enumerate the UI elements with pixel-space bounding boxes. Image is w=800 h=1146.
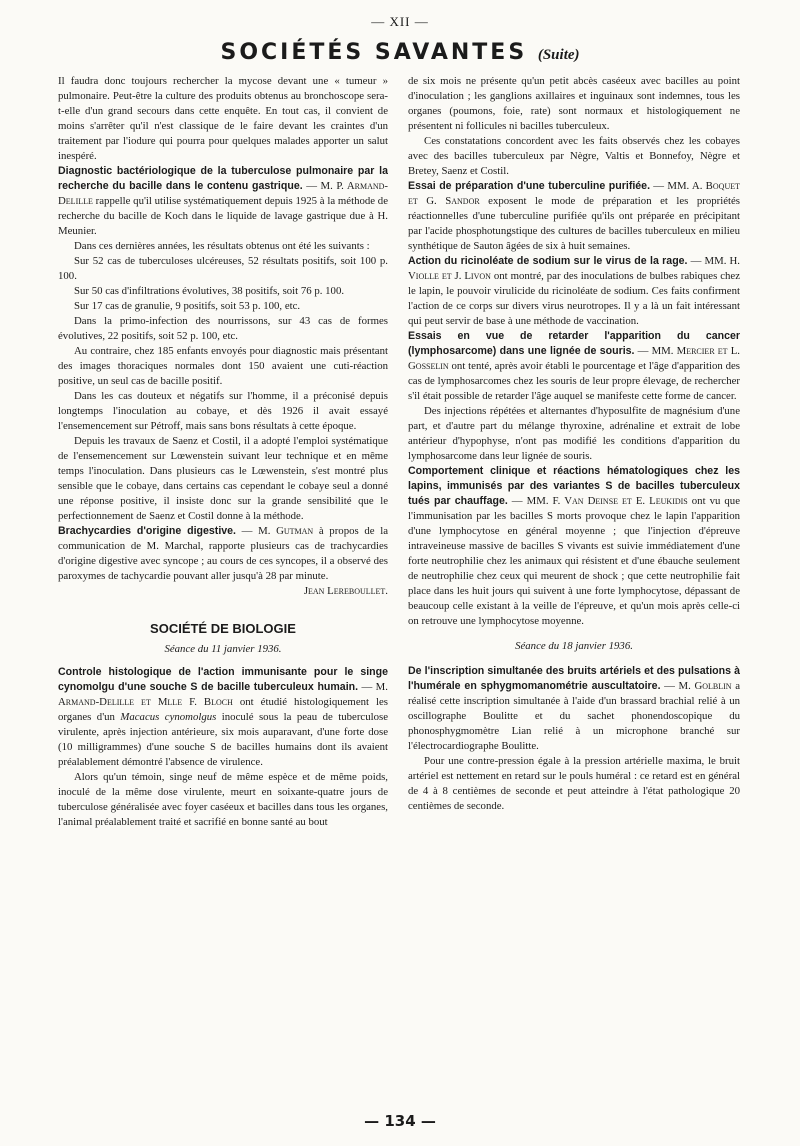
communication [408, 464, 740, 629]
paragraph: Sur 17 cas de granulie, 9 positifs, soit 53 p. 100, etc. [74, 300, 301, 312]
author: — M. Armand-Delille et Mlle F. Bloch [58, 681, 388, 708]
communication [408, 329, 740, 404]
page-title [0, 40, 800, 65]
communication-text: a réalisé cette inscription simultanée à l'aide d'un brassard brachial relié à un oscillographe Boulitte et du sachet phonendoscopique du phonosphygmomètre Lian relié à un microphone branché sur l'électrocardiographe Boulitte. [408, 680, 740, 752]
paragraph: Dans les cas douteux et négatifs sur l'homme, il a préconisé depuis longtemps l'inoculation au cobaye, et dès 1926 il avait essayé l'ensemencement sur Pétroff, mais sans bons résultats à cette époque. [58, 390, 388, 432]
communication-title: Controle histologique de l'action immunisante pour le singe cynomolgu d'une souche S de bacille tuberculeux humain. [58, 666, 388, 693]
paragraph: Ces constatations concordent avec les faits observés chez les cobayes avec des bacilles tuberculeux par Nègre, Valtis et Bonnefoy, Nègre et Bretey, Saenz et Costil. [408, 135, 740, 177]
communication-text: ont montré, par des inoculations de bulbes rabiques chez le lapin, le pouvoir virulicide du ricinoléate de sodium. Ces faits confirment l'action de ce corps sur divers virus neurotropes. Il y a là un fait intéressant qui peut servir de base à une méthode de vaccination. [408, 270, 740, 327]
communication-title: Action du ricinoléate de sodium sur le virus de la rage. [408, 255, 688, 267]
communication-title: Comportement clinique et réactions hématologiques chez les lapins, immunisés par des variantes S de bacilles tuberculeux tués par chauffage. [408, 465, 740, 507]
right-column [408, 74, 740, 1104]
species-name: Macacus cynomolgus [120, 711, 217, 723]
page-number: — 134 — [364, 1112, 436, 1130]
session-date: Séance du 18 janvier 1936. [515, 640, 633, 652]
paragraph: Pour une contre-pression égale à la pression artérielle maxima, le bruit artériel est nettement en retard sur le pouls huméral : ce retard est en général de 4 à 8 centièmes de seconde et peut atteindre à l'état pathologique 20 centièmes de seconde. [408, 755, 740, 812]
paragraph: Dans la primo-infection des nourrissons, sur 43 cas de formes évolutives, 22 positifs, soit 52 p. 100, etc. [58, 315, 388, 342]
paragraph: Dans ces dernières années, les résultats obtenus ont été les suivants : [74, 240, 370, 252]
communication-text: inoculé sous la peau de tuberculose virulente, après injection antérieure, six mois auparavant, d'une forte dose (10 milligrammes) d'une souche S de bacilles humains dont ils avaient préalablement démontré l'absence de virulence. [58, 711, 388, 768]
author: — M. Golblin [660, 680, 732, 692]
signature: Jean Lereboullet. [303, 585, 388, 597]
paragraph: Sur 50 cas d'infiltrations évolutives, 38 positifs, soit 76 p. 100. [74, 285, 345, 297]
communication [408, 254, 740, 329]
author: — M. Gutman [236, 525, 314, 537]
communication-text: ont tenté, après avoir établi le pourcentage et l'âge d'apparition des cas de lymphosarcomes chez les souris de leur propre élevage, de rechercher s'il était possible de retarder l'âge auquel se manifeste cette forme de cancer. [408, 360, 740, 402]
author: — MM. H. Violle et J. Livon [408, 255, 740, 282]
communication-text: ont vu que l'immunisation par les bacilles S morts provoque chez le lapin l'apparition d'une lymphocytose en général moyenne ; que l'injection d'épreuve intraveineuse massive de bacilles S vivants est suivie immédiatement d'une forte neutrophilie chez les animaux qui résistent et d'une ébauche seulement de neutrophilie chez ceux qui meurent de shock ; que cette neutrophilie fait place dans les huit jours qui suivent à une forte lymphocytose, dépassant de beaucoup celle existant à la veille de l'épreuve, et qu'un mois après celle-ci on retrouve une lymphocytose moyenne. [408, 495, 740, 627]
author: — MM. F. Van Deinse et E. Leukidis [507, 495, 688, 507]
paragraph: de six mois ne présente qu'un petit abcès caséeux avec bacilles au point d'inoculation ; les ganglions axillaires et inguinaux sont indemnes, tous les organes (poumons, foie, rate) sont normaux et histologiquement ne présentent ni follicules ni bacilles tuberculeux. [408, 75, 740, 132]
author: — MM. A. Boquet et G. Sandor [408, 180, 740, 207]
section-heading: SOCIÉTÉ DE BIOLOGIE [150, 621, 296, 636]
author: — M. P. Armand-Delille [58, 180, 388, 207]
paragraph: Alors qu'un témoin, singe neuf de même espèce et de même poids, inoculé de la même dose virulente, meurt en soixante-quatre jours de tuberculose généralisée avec foyer caséeux et bacilles dans tous les organes, l'animal préalablement traité et sacrifié en bonne santé au bout [58, 771, 388, 828]
paragraph: Il faudra donc toujours rechercher la mycose devant une « tumeur » pulmonaire. Peut-être la culture des produits obtenus au bronchoscope sera-t-elle d'un grand secours dans cette enquête. En tout cas, il convient de moins s'arrêter qu'il n'est classique de le faire devant les craintes d'un traitement par l'iodure qui pourra pour quelques malades apporter un salut inespéré. [58, 75, 388, 162]
communication [58, 524, 388, 584]
communication-title: Essais en vue de retarder l'apparition du cancer (lymphosarcome) dans une lignée de souris. [408, 330, 740, 357]
communication [408, 664, 740, 754]
folio: — XII — [371, 14, 429, 29]
communication-text: rappelle qu'il utilise systématiquement depuis 1925 à la méthode de recherche du bacille de Koch dans le liquide de lavage gastrique due à H. Meunier. [58, 195, 388, 237]
communication-text: ont étudié histologiquement les organes d'un [58, 696, 388, 723]
communication-title: Brachycardies d'origine digestive. [58, 525, 236, 537]
paragraph: Au contraire, chez 185 enfants envoyés pour diagnostic mais présentant des images thoraciques normales dont 150 avaient une cuti-réaction positive, un seul cas de bacille positif. [58, 345, 388, 387]
paragraph: Des injections répétées et alternantes d'hyposulfite de magnésium d'une part, et d'autre part du mélange thyroxine, adrénaline et extrait de lobe antérieur d'hypophyse, n'ont pas modifié les conditions d'apparition du lymphosarcome dans leur lignée de souris. [408, 405, 740, 462]
paragraph: Sur 52 cas de tuberculoses ulcéreuses, 52 résultats positifs, soit 100 p. 100. [58, 255, 388, 282]
communication [408, 179, 740, 254]
communication-title: Diagnostic bactériologique de la tuberculose pulmonaire par la recherche du bacille dans le contenu gastrique. [58, 165, 388, 192]
communication-text: à propos de la communication de M. Marchal, rapporte plusieurs cas de trachycardies d'origine digestive avec syncope ; au cours de ces syncopes, il a observé des paroxymes de tachycardie pouvant aller jusqu'à 28 par minute. [58, 525, 388, 582]
left-column [58, 74, 388, 1104]
communication-title: De l'inscription simultanée des bruits artériels et des pulsations à l'humérale en sphygmomanométrie auscultatoire. [408, 665, 740, 692]
communication-text: exposent le mode de préparation et les propriétés réactionnelles d'une tuberculine purifiée qu'ils ont préparée en précipitant par l'acide phosphotungstique des cultures de bacilles tuberculeux en milieu synthétique de Sauton âgées de six à huit semaines. [408, 195, 740, 252]
paragraph: Depuis les travaux de Saenz et Costil, il a adopté l'emploi systématique de l'ensemencement sur Lœwenstein suivant leur technique et en même temps l'inoculation. Dans plusieurs cas le Lœwenstein, s'est montré plus sensible que le cobaye, dans certains cas cependant le cobaye seul a donné une réponse positive, il insiste donc sur la grande sensibilité que le perfectionnement de Saenz et Costil donne à la méthode. [58, 435, 388, 522]
communication-title: Essai de préparation d'une tuberculine purifiée. [408, 180, 651, 192]
title-suite: (Suite) [537, 47, 580, 63]
communication [58, 164, 388, 239]
session-date: Séance du 11 janvier 1936. [164, 643, 282, 655]
author: — MM. Mercier et L. Gosselin [408, 345, 740, 372]
communication [58, 665, 388, 770]
title-main: SOCIÉTÉS SAVANTES [220, 40, 528, 65]
